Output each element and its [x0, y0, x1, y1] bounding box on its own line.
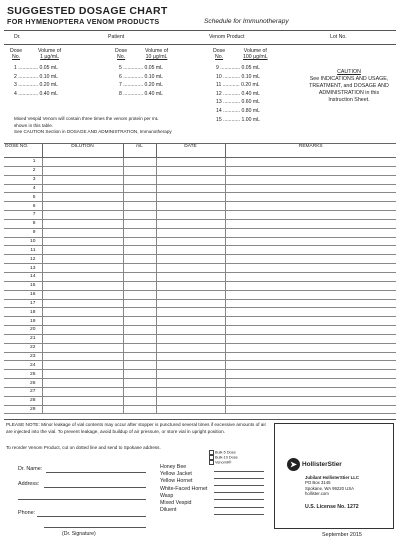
- product-item: Yellow Hornet: [160, 478, 193, 485]
- row-dose-number: 15: [4, 281, 42, 290]
- product-item: White-Faced Hornet: [160, 485, 208, 492]
- date-cell[interactable]: [156, 219, 225, 228]
- header-date: DATE: [156, 144, 225, 158]
- ml-cell[interactable]: [123, 237, 156, 246]
- ml-cell[interactable]: [123, 308, 156, 317]
- table-row: [4, 158, 396, 167]
- qty-line[interactable]: [214, 499, 264, 500]
- address-input[interactable]: [44, 487, 146, 488]
- row-dose-number: 5: [4, 193, 42, 202]
- qty-line[interactable]: [214, 478, 264, 479]
- ml-cell[interactable]: [123, 193, 156, 202]
- caution-line: TREATMENT, and DOSAGE AND: [309, 83, 389, 89]
- venom-product-field-label: Venom Product: [209, 34, 245, 40]
- remarks-cell[interactable]: [225, 308, 396, 317]
- row-dose-number: 27: [4, 387, 42, 396]
- table-row: [4, 237, 396, 246]
- table-row: [4, 370, 396, 379]
- remarks-cell[interactable]: [225, 343, 396, 352]
- table-row: [4, 343, 396, 352]
- vial-option[interactable]: Venomil®: [209, 460, 238, 465]
- remarks-cell[interactable]: [225, 228, 396, 237]
- header-remarks: REMARKS: [225, 144, 396, 158]
- dilution-cell[interactable]: [42, 202, 123, 211]
- revision-date: September 2015: [322, 532, 362, 538]
- dilution-cell[interactable]: [42, 272, 123, 281]
- remarks-cell[interactable]: [225, 299, 396, 308]
- row-dose-number: 17: [4, 299, 42, 308]
- remarks-cell[interactable]: [225, 264, 396, 273]
- dilution-cell[interactable]: [42, 184, 123, 193]
- row-dose-number: 23: [4, 352, 42, 361]
- address-input-2[interactable]: [18, 499, 146, 500]
- table-row: [4, 396, 396, 405]
- row-dose-number: 19: [4, 317, 42, 326]
- dilution-cell[interactable]: [42, 290, 123, 299]
- dose-row: 8 .............. 0.40 mL: [119, 90, 163, 97]
- vial-option[interactable]: Bulk-10 Dose: [209, 455, 238, 460]
- row-dose-number: 29: [4, 405, 42, 414]
- dose-list-1: [14, 64, 58, 98]
- volume-header-1: Volume of 1 µg/mL: [38, 48, 62, 60]
- dilution-cell[interactable]: [42, 264, 123, 273]
- dose-row: 12 ............ 0.40 mL: [216, 90, 260, 97]
- ml-cell[interactable]: [123, 405, 156, 414]
- remarks-cell[interactable]: [225, 317, 396, 326]
- remarks-cell[interactable]: [225, 379, 396, 388]
- volume-header-2: Volume of 10 µg/mL: [145, 48, 169, 60]
- product-item: Diluent: [160, 507, 177, 514]
- date-cell[interactable]: [156, 175, 225, 184]
- vial-options: [209, 450, 238, 465]
- qty-line[interactable]: [214, 471, 264, 472]
- dilution-cell[interactable]: [42, 326, 123, 335]
- dilution-cell[interactable]: [42, 308, 123, 317]
- signature-line[interactable]: [44, 527, 146, 528]
- checkbox-icon[interactable]: [209, 460, 214, 465]
- table-row: [4, 387, 396, 396]
- row-dose-number: 25: [4, 370, 42, 379]
- qty-line[interactable]: [214, 507, 264, 508]
- ml-cell[interactable]: [123, 184, 156, 193]
- dilution-cell[interactable]: [42, 352, 123, 361]
- ml-cell[interactable]: [123, 326, 156, 335]
- address-label: Address:: [18, 481, 40, 487]
- caution-line: Instruction Sheet.: [328, 97, 370, 103]
- dose-row: 4 .............. 0.40 mL: [14, 90, 58, 97]
- table-row: [4, 255, 396, 264]
- row-dose-number: 11: [4, 246, 42, 255]
- ml-cell[interactable]: [123, 175, 156, 184]
- caution-title: CAUTION: [337, 69, 361, 75]
- ml-cell[interactable]: [123, 334, 156, 343]
- product-list: [160, 464, 207, 514]
- row-dose-number: 13: [4, 264, 42, 273]
- date-cell[interactable]: [156, 370, 225, 379]
- schedule-subtitle: Schedule for Immunotherapy: [204, 18, 289, 25]
- date-cell[interactable]: [156, 246, 225, 255]
- ml-cell[interactable]: [123, 317, 156, 326]
- dose-no-header-1: Dose No.: [10, 48, 23, 60]
- remarks-cell[interactable]: [225, 219, 396, 228]
- dilution-cell[interactable]: [42, 246, 123, 255]
- reorder-instructions: To reorder Venom Product, cut on dotted line and send to Spokane address.: [6, 445, 161, 450]
- table-row: [4, 290, 396, 299]
- remarks-cell[interactable]: [225, 246, 396, 255]
- date-cell[interactable]: [156, 326, 225, 335]
- date-cell[interactable]: [156, 379, 225, 388]
- header-dilution: DILUTION: [42, 144, 123, 158]
- caution-block: [304, 69, 394, 104]
- ml-cell[interactable]: [123, 370, 156, 379]
- dilution-cell[interactable]: [42, 175, 123, 184]
- date-cell[interactable]: [156, 352, 225, 361]
- table-row: [4, 308, 396, 317]
- dose-row: 11 ............ 0.20 mL: [216, 82, 260, 89]
- dilution-cell[interactable]: [42, 255, 123, 264]
- brand-logo: ➤ HollisterStier: [287, 458, 342, 471]
- dilution-cell[interactable]: [42, 361, 123, 370]
- ml-cell[interactable]: [123, 255, 156, 264]
- date-cell[interactable]: [156, 405, 225, 414]
- qty-line[interactable]: [214, 492, 264, 493]
- ml-cell[interactable]: [123, 228, 156, 237]
- row-dose-number: 24: [4, 361, 42, 370]
- ml-cell[interactable]: [123, 352, 156, 361]
- table-row: [4, 405, 396, 414]
- table-row: [4, 281, 396, 290]
- row-dose-number: 22: [4, 343, 42, 352]
- dilution-cell[interactable]: [42, 211, 123, 220]
- caution-line: See INDICATIONS AND USAGE,: [309, 76, 389, 82]
- dilution-cell[interactable]: [42, 405, 123, 414]
- date-cell[interactable]: [156, 361, 225, 370]
- lot-no-field-label: Lot No.: [330, 34, 347, 40]
- remarks-cell[interactable]: [225, 193, 396, 202]
- ml-cell[interactable]: [123, 272, 156, 281]
- remarks-cell[interactable]: [225, 158, 396, 167]
- license-number: U.S. License No. 1272: [305, 504, 359, 510]
- dilution-cell[interactable]: [42, 158, 123, 167]
- chart-subtitle-products: FOR HYMENOPTERA VENOM PRODUCTS: [7, 17, 160, 26]
- product-item: Mixed Vespid: [160, 500, 192, 507]
- table-row: [4, 272, 396, 281]
- dilution-cell[interactable]: [42, 193, 123, 202]
- dose-no-header-3: Dose No.: [213, 48, 226, 60]
- dilution-cell[interactable]: [42, 387, 123, 396]
- date-cell[interactable]: [156, 299, 225, 308]
- dilution-cell[interactable]: [42, 219, 123, 228]
- date-cell[interactable]: [156, 255, 225, 264]
- phone-input[interactable]: [37, 516, 146, 517]
- log-table-header: [4, 144, 396, 158]
- dr-name-input[interactable]: [46, 472, 146, 473]
- date-cell[interactable]: [156, 308, 225, 317]
- dose-row: 1 .............. 0.05 mL: [14, 65, 58, 71]
- date-cell[interactable]: [156, 334, 225, 343]
- dilution-cell[interactable]: [42, 299, 123, 308]
- date-cell[interactable]: [156, 290, 225, 299]
- table-row: [4, 193, 396, 202]
- dilution-cell[interactable]: [42, 166, 123, 175]
- remarks-cell[interactable]: [225, 184, 396, 193]
- remarks-cell[interactable]: [225, 211, 396, 220]
- remarks-cell[interactable]: [225, 387, 396, 396]
- dilution-cell[interactable]: [42, 228, 123, 237]
- table-row: [4, 219, 396, 228]
- company-address: Jubilant HollisterStier LLC PO Box 3145 Spokane, WA 99220 USA hollister.com: [305, 475, 359, 496]
- dilution-cell[interactable]: [42, 396, 123, 405]
- ml-cell[interactable]: [123, 211, 156, 220]
- remarks-cell[interactable]: [225, 396, 396, 405]
- row-dose-number: 2: [4, 166, 42, 175]
- ml-cell[interactable]: [123, 281, 156, 290]
- dosage-chart-page: [4, 3, 396, 539]
- date-cell[interactable]: [156, 317, 225, 326]
- qty-line[interactable]: [214, 485, 264, 486]
- date-cell[interactable]: [156, 184, 225, 193]
- row-dose-number: 10: [4, 237, 42, 246]
- date-cell[interactable]: [156, 272, 225, 281]
- remarks-cell[interactable]: [225, 361, 396, 370]
- remarks-cell[interactable]: [225, 237, 396, 246]
- dosage-log-table: [4, 143, 396, 414]
- ml-cell[interactable]: [123, 361, 156, 370]
- table-row: [4, 228, 396, 237]
- row-dose-number: 18: [4, 308, 42, 317]
- header-rule: [4, 44, 396, 45]
- row-dose-number: 12: [4, 255, 42, 264]
- ml-cell[interactable]: [123, 166, 156, 175]
- product-item: Wasp: [160, 492, 174, 499]
- dose-row: 7 .............. 0.20 mL: [119, 82, 163, 89]
- row-dose-number: 3: [4, 175, 42, 184]
- log-table-body: [4, 158, 396, 414]
- signature-label: (Dr. Signature): [62, 531, 96, 537]
- remarks-cell[interactable]: [225, 405, 396, 414]
- hollisterstier-logo-icon: ➤: [287, 458, 300, 471]
- header-dose-no: DOSE NO.: [4, 144, 42, 158]
- remarks-cell[interactable]: [225, 175, 396, 184]
- remarks-cell[interactable]: [225, 290, 396, 299]
- row-dose-number: 8: [4, 219, 42, 228]
- table-row: [4, 211, 396, 220]
- ml-cell[interactable]: [123, 246, 156, 255]
- table-row: [4, 246, 396, 255]
- table-row: [4, 334, 396, 343]
- ml-cell[interactable]: [123, 264, 156, 273]
- dr-field-label: Dr.: [14, 34, 21, 40]
- vial-option[interactable]: Bulk-5 Dose: [209, 450, 238, 455]
- footer-rule: [4, 419, 396, 420]
- date-cell[interactable]: [156, 166, 225, 175]
- row-dose-number: 7: [4, 211, 42, 220]
- row-dose-number: 4: [4, 184, 42, 193]
- dose-row: 13 ............ 0.60 mL: [216, 99, 260, 106]
- dilution-cell[interactable]: [42, 334, 123, 343]
- table-row: [4, 166, 396, 175]
- mixed-vespid-note: Mixed Vespid Venom will contain three times the venom protein per mL shown in this table. See CAUTION Section in DOSAGE AND ADMINISTRATION, Immunotherapy: [14, 116, 172, 134]
- remarks-cell[interactable]: [225, 202, 396, 211]
- volume-header-3: Volume of 100 µg/mL: [243, 48, 268, 60]
- ml-cell[interactable]: [123, 387, 156, 396]
- dose-row: 14 ............ 0.80 mL: [216, 107, 260, 114]
- remarks-cell[interactable]: [225, 352, 396, 361]
- date-cell[interactable]: [156, 158, 225, 167]
- table-row: [4, 184, 396, 193]
- ml-cell[interactable]: [123, 396, 156, 405]
- phone-label: Phone:: [18, 510, 36, 516]
- dose-row: 5 .............. 0.05 mL: [119, 65, 163, 71]
- table-row: [4, 175, 396, 184]
- date-cell[interactable]: [156, 387, 225, 396]
- row-dose-number: 6: [4, 202, 42, 211]
- qty-line[interactable]: [214, 514, 264, 515]
- table-row: [4, 264, 396, 273]
- row-dose-number: 14: [4, 272, 42, 281]
- date-cell[interactable]: [156, 202, 225, 211]
- header-ml: mL: [123, 144, 156, 158]
- dose-row: 15 ............ 1.00 mL: [216, 116, 260, 123]
- row-dose-number: 28: [4, 396, 42, 405]
- dose-row: 6 .............. 0.10 mL: [119, 73, 163, 80]
- dose-list-2: [119, 64, 163, 98]
- date-cell[interactable]: [156, 237, 225, 246]
- ml-cell[interactable]: [123, 379, 156, 388]
- remarks-cell[interactable]: [225, 272, 396, 281]
- table-row: [4, 379, 396, 388]
- table-row: [4, 202, 396, 211]
- dilution-cell[interactable]: [42, 317, 123, 326]
- ml-cell[interactable]: [123, 158, 156, 167]
- row-dose-number: 21: [4, 334, 42, 343]
- dose-list-3: [216, 64, 260, 124]
- date-cell[interactable]: [156, 396, 225, 405]
- table-row: [4, 352, 396, 361]
- top-rule: [4, 30, 396, 31]
- row-dose-number: 20: [4, 326, 42, 335]
- table-row: [4, 361, 396, 370]
- remarks-cell[interactable]: [225, 255, 396, 264]
- ml-cell[interactable]: [123, 202, 156, 211]
- date-cell[interactable]: [156, 281, 225, 290]
- product-item: Yellow Jacket: [160, 471, 192, 478]
- dose-row: 3 .............. 0.20 mL: [14, 82, 58, 89]
- please-note-text: PLEASE NOTE: Minor leakage of vial contents may occur after stopper is punctured several times if excessive amounts of air are injected into the vial. To prevent leakage, avoid buildup of air pressure, or store vial in upright position.: [6, 422, 267, 434]
- dilution-cell[interactable]: [42, 370, 123, 379]
- dose-row: 2 .............. 0.10 mL: [14, 73, 58, 80]
- ml-cell[interactable]: [123, 343, 156, 352]
- dose-no-header-2: Dose No.: [115, 48, 128, 60]
- chart-title: SUGGESTED DOSAGE CHART: [7, 5, 168, 17]
- table-row: [4, 317, 396, 326]
- table-row: [4, 299, 396, 308]
- row-dose-number: 26: [4, 379, 42, 388]
- date-cell[interactable]: [156, 211, 225, 220]
- row-dose-number: 16: [4, 290, 42, 299]
- date-cell[interactable]: [156, 264, 225, 273]
- dilution-cell[interactable]: [42, 379, 123, 388]
- ml-cell[interactable]: [123, 299, 156, 308]
- remarks-cell[interactable]: [225, 166, 396, 175]
- date-cell[interactable]: [156, 193, 225, 202]
- caution-line: ADMINISTRATION in this: [318, 90, 380, 96]
- date-cell[interactable]: [156, 343, 225, 352]
- dilution-cell[interactable]: [42, 281, 123, 290]
- date-cell[interactable]: [156, 228, 225, 237]
- row-dose-number: 9: [4, 228, 42, 237]
- remarks-cell[interactable]: [225, 326, 396, 335]
- dilution-cell[interactable]: [42, 343, 123, 352]
- product-item: Honey Bee: [160, 464, 187, 470]
- ml-cell[interactable]: [123, 290, 156, 299]
- dilution-cell[interactable]: [42, 237, 123, 246]
- dose-row: 9 .............. 0.05 mL: [216, 65, 260, 71]
- remarks-cell[interactable]: [225, 334, 396, 343]
- remarks-cell[interactable]: [225, 370, 396, 379]
- dr-name-label: Dr. Name:: [18, 466, 43, 472]
- dose-row: 10 ............ 0.10 mL: [216, 73, 260, 80]
- remarks-cell[interactable]: [225, 281, 396, 290]
- ml-cell[interactable]: [123, 219, 156, 228]
- patient-field-label: Patient: [108, 34, 125, 40]
- row-dose-number: 1: [4, 158, 42, 167]
- table-row: [4, 326, 396, 335]
